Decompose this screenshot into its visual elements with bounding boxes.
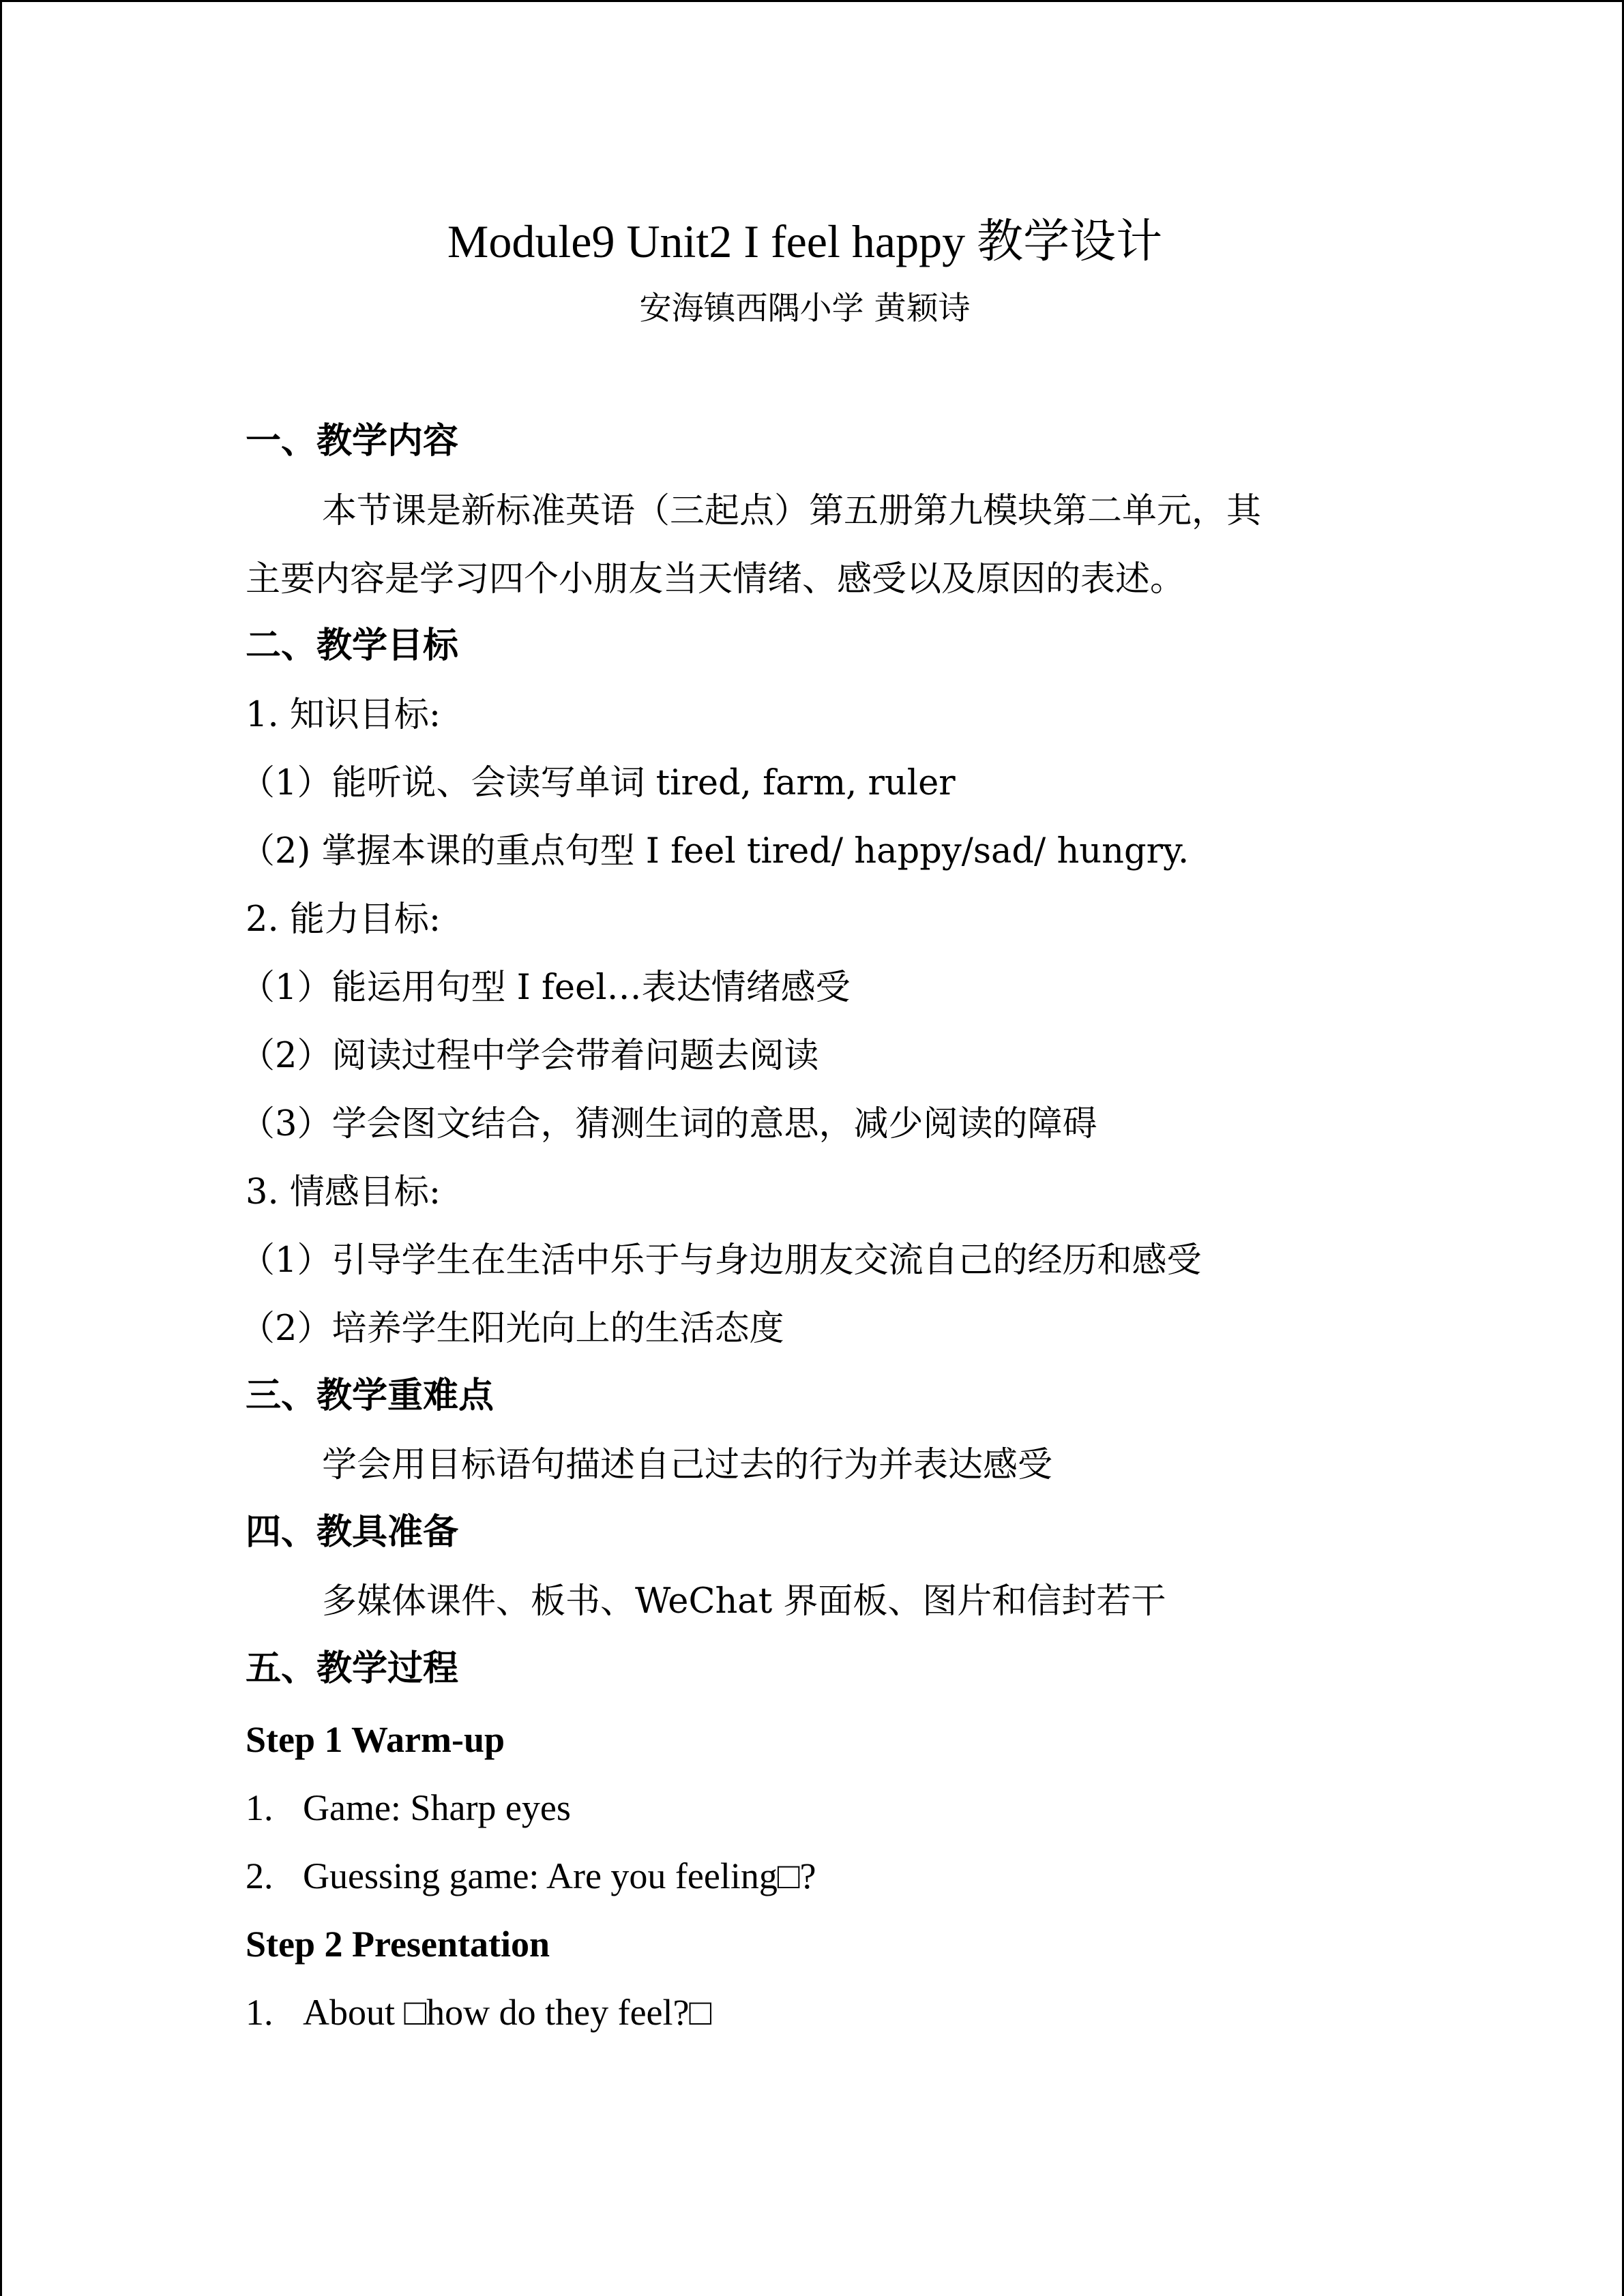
step-1-item-1: [246, 1789, 571, 1826]
goal-knowledge-item-1: （1）能听说、会读写单词 tired, farm, ruler: [240, 763, 956, 803]
step-2-item-1: [246, 1994, 711, 2031]
list-number: 1.: [246, 1992, 274, 2033]
step-1-item-2: [246, 1855, 816, 1896]
goal-emotion-item-2: （2）培养学生阳光向上的生活态度: [240, 1309, 784, 1349]
document-author: 安海镇西隅小学 黄颖诗: [639, 290, 971, 327]
section-heading-materials: 四、教具准备: [246, 1512, 459, 1553]
document-title: Module9 Unit2 I feel happy 教学设计: [447, 215, 1163, 267]
goal-emotion-item-1: （1）引导学生在生活中乐于与身边朋友交流自己的经历和感受: [240, 1240, 1202, 1281]
goal-ability-item-1: （1）能运用句型 I feel…表达情绪感受: [240, 968, 851, 1008]
key-points-text: 学会用目标语句描述自己过去的行为并表达感受: [322, 1445, 1053, 1485]
section-heading-goals: 二、教学目标: [246, 625, 459, 666]
goal-ability-item-2: （2）阅读过程中学会带着问题去阅读: [240, 1036, 819, 1076]
list-item-text: About □how do they feel?□: [303, 1992, 712, 2033]
list-number: 1.: [246, 1787, 274, 1828]
goal-knowledge-item-2: （2) 掌握本课的重点句型 I feel tired/ happy/sad/ hungry.: [240, 831, 1190, 871]
step-1-title: Step 1 Warm-up: [246, 1719, 505, 1760]
goal-knowledge-title: 1. 知识目标:: [246, 695, 441, 735]
section-heading-content: 一、教学内容: [246, 421, 459, 462]
content-paragraph-line-2: 主要内容是学习四个小朋友当天情绪、感受以及原因的表述。: [246, 559, 1185, 599]
list-item-text: Game: Sharp eyes: [303, 1787, 571, 1828]
list-item-text: Guessing game: Are you feeling□?: [303, 1855, 816, 1896]
materials-text: 多媒体课件、板书、WeChat 界面板、图片和信封若干: [322, 1581, 1166, 1622]
goal-ability-item-3: （3）学会图文结合，猜测生词的意思，减少阅读的障碍: [240, 1104, 1097, 1144]
section-heading-process: 五、教学过程: [246, 1648, 459, 1689]
content-paragraph-line-1: 本节课是新标准英语（三起点）第五册第九模块第二单元，其: [322, 491, 1262, 531]
section-heading-key-points: 三、教学重难点: [246, 1375, 494, 1416]
goal-emotion-title: 3. 情感目标:: [246, 1172, 441, 1212]
goal-ability-title: 2. 能力目标:: [246, 899, 441, 940]
list-number: 2.: [246, 1855, 274, 1896]
step-2-title: Step 2 Presentation: [246, 1924, 550, 1965]
